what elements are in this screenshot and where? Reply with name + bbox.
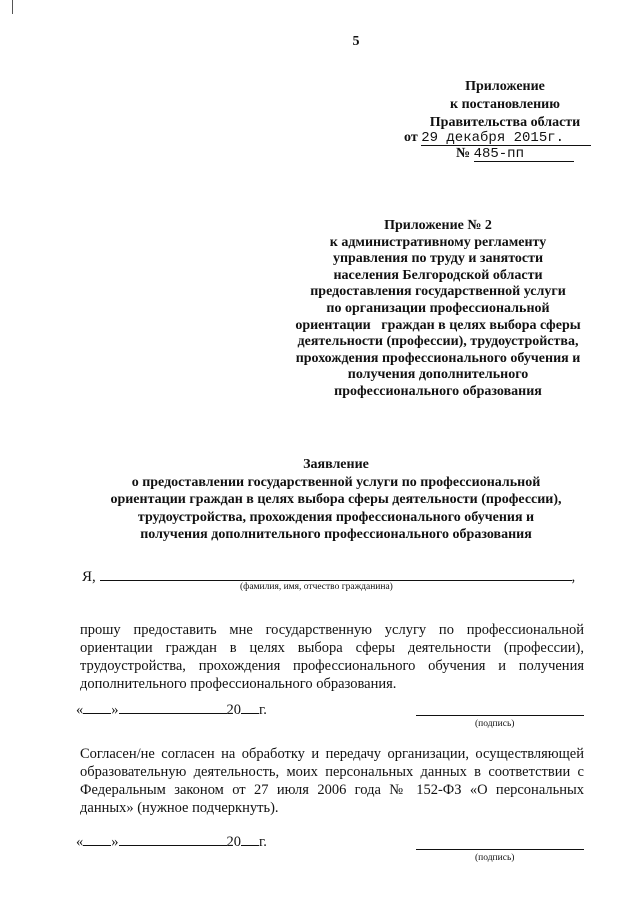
signature-line[interactable] — [416, 715, 584, 716]
statement-title: Заявление — [303, 457, 369, 472]
day-field[interactable] — [83, 700, 111, 714]
statement-title-block — [30, 456, 640, 544]
month-field[interactable] — [119, 700, 227, 714]
decree-number-prefix: № — [456, 146, 471, 161]
month-field[interactable] — [119, 832, 227, 846]
appendix2-line: к административному регламенту — [329, 234, 547, 250]
statement-subtitle-line: о предоставлении государственной услуги по профессиональной — [131, 474, 541, 490]
decree-date-value: 29 декабря 2015г. — [421, 131, 591, 146]
appendix2-line: ориентации граждан в целях выбора сферы — [295, 317, 581, 333]
applicant-name-caption: (фамилия, имя, отчество гражданина) — [240, 582, 393, 592]
appendix-header-line: к постановлению — [450, 97, 560, 112]
consent-paragraph: Согласен/не согласен на обработку и передачу организации, осуществляющей образовательную деятельность, моих персональных данных в соответствии с Федеральным законом от 27 июля 2006 года № 152-ФЗ «О персональных данных» (нужное подчеркнуть). — [80, 746, 584, 816]
appendix2-line: по организации профессиональной — [326, 300, 550, 316]
appendix2-line: предоставления государственной услуги — [310, 284, 566, 300]
applicant-prefix: Я, — [82, 569, 96, 585]
year-field[interactable] — [241, 832, 259, 846]
statement-subtitle-line: трудоустройства, прохождения профессионального обучения и — [137, 509, 535, 525]
decree-date-prefix: от — [404, 130, 418, 145]
appendix2-line: управления по труду и занятости — [332, 251, 544, 267]
appendix2-line: прохождения профессионального обучения и — [295, 350, 581, 366]
year-field[interactable] — [241, 700, 259, 714]
scan-edge-mark — [12, 0, 13, 14]
year-suffix: г. — [259, 702, 267, 718]
signature-caption: (подпись) — [475, 853, 515, 863]
appendix2-header — [266, 218, 610, 401]
applicant-suffix: , — [571, 569, 576, 585]
year-suffix: г. — [259, 834, 267, 850]
appendix-header — [400, 78, 610, 132]
decree-number — [456, 146, 574, 162]
year-prefix: 20 — [226, 834, 241, 850]
appendix-header-line: Приложение — [465, 79, 545, 94]
open-quote: « — [76, 702, 84, 718]
appendix2-line: деятельности (профессии), трудоустройства, — [297, 334, 579, 350]
statement-subtitle-line: получения дополнительного профессионального образования — [140, 527, 532, 543]
page-number: 5 — [352, 34, 360, 49]
consent-date-row — [76, 832, 267, 851]
day-field[interactable] — [83, 832, 111, 846]
appendix-header-line: Правительства области — [429, 115, 581, 130]
close-quote: » — [111, 702, 119, 718]
appendix2-line: получения дополнительного — [347, 367, 529, 383]
close-quote: » — [111, 834, 119, 850]
request-paragraph: прошу предоставить мне государственную услугу по профессиональной ориентации граждан в целях выбора сферы деятельности (профессии), трудоустройства, прохождения профессионального обучения и получения дополнительного профессионального образования. — [80, 622, 584, 692]
year-prefix: 20 — [226, 702, 241, 718]
appendix2-line: профессионального образования — [334, 383, 542, 399]
request-date-row — [76, 700, 267, 719]
appendix2-line: населения Белгородской области — [333, 267, 543, 283]
applicant-name-field[interactable] — [100, 566, 572, 581]
signature-caption: (подпись) — [475, 719, 515, 729]
statement-subtitle-line: ориентации граждан в целях выбора сферы деятельности (профессии), — [110, 492, 562, 508]
open-quote: « — [76, 834, 84, 850]
signature-line[interactable] — [416, 849, 584, 850]
decree-number-value: 485-пп — [474, 147, 574, 162]
appendix2-line: Приложение № 2 — [384, 218, 492, 233]
decree-date — [404, 130, 591, 146]
